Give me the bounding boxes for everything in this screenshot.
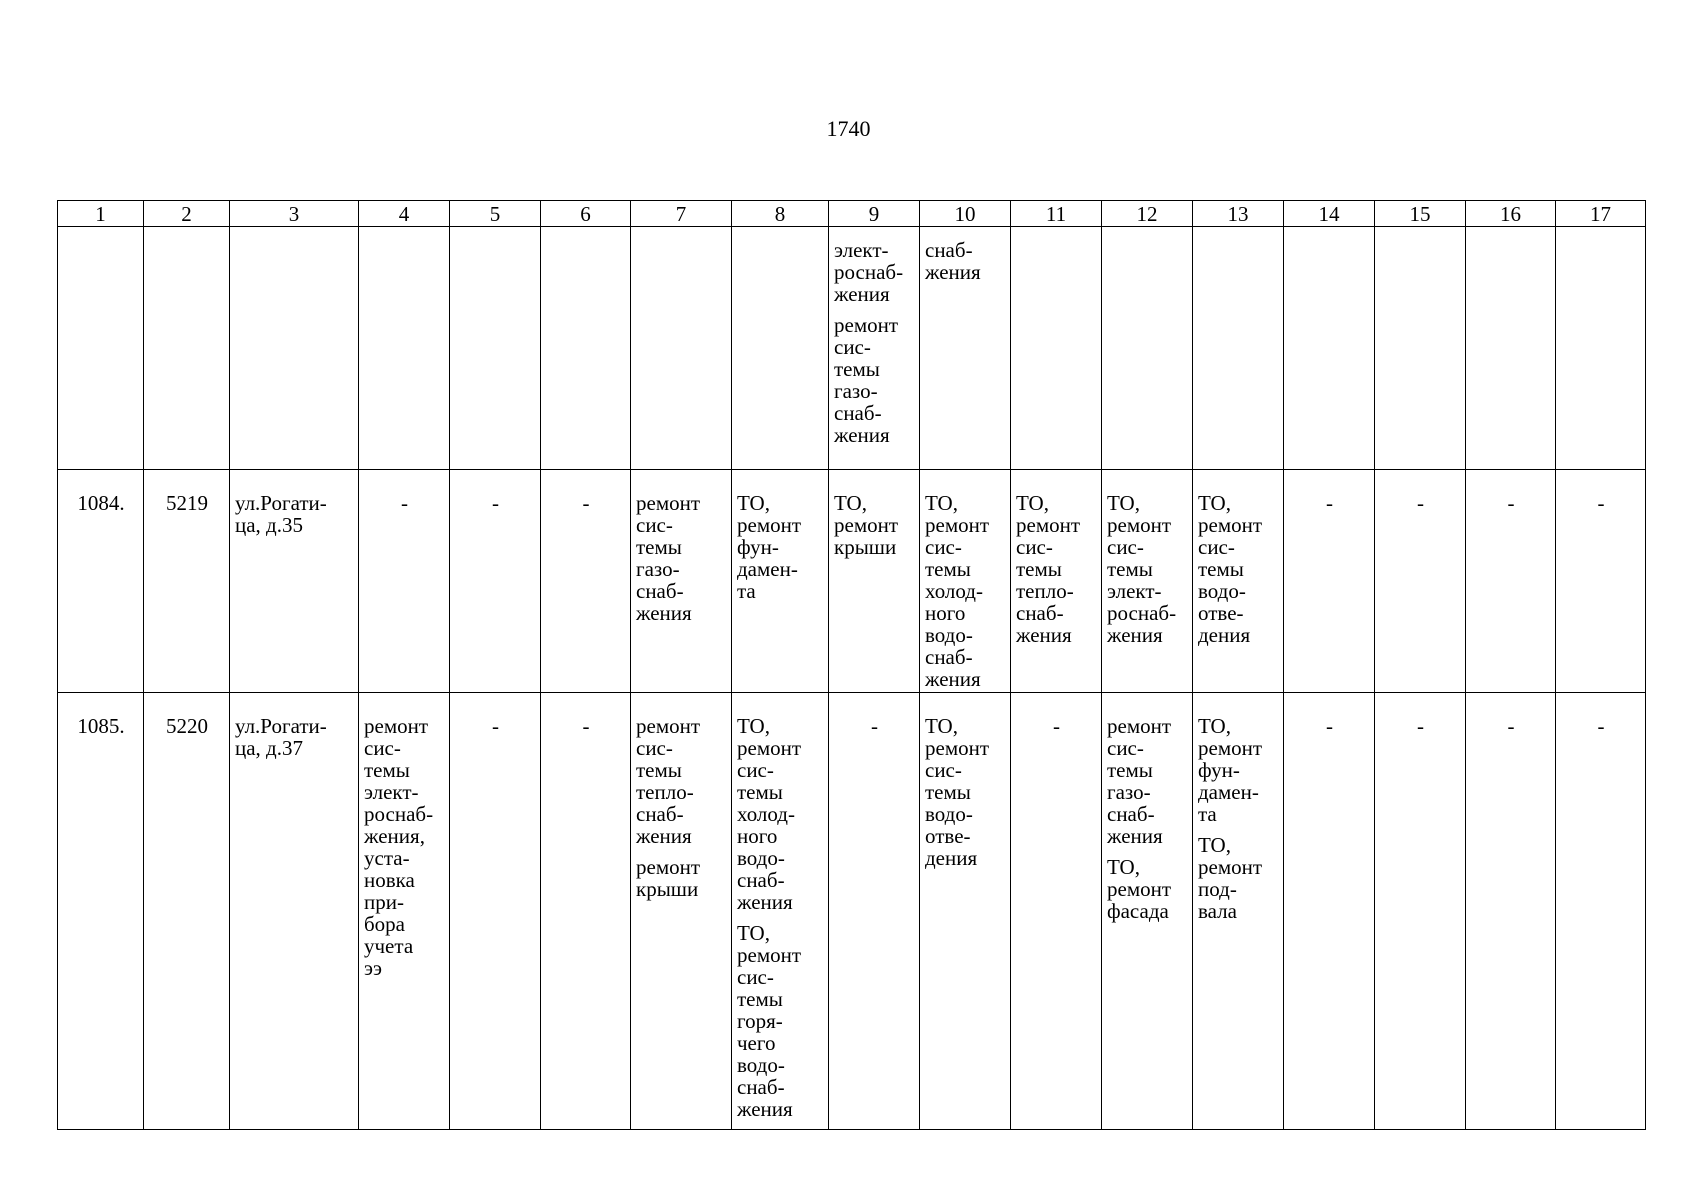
column-header-11: 11 [1011,201,1102,227]
cell-text: ул.Рогати- ца, д.35 [235,491,327,537]
cell-col-10 [920,470,1011,693]
cell-text: - [1507,714,1515,738]
cell-text: ТО, ремонт фун- дамен- та [737,491,802,603]
cell-text: - [871,714,878,738]
cell-col-10 [920,227,1011,470]
cell [230,227,359,470]
cell-text: ТО, ремонт фун- дамен- та [1198,714,1263,826]
column-header-3: 3 [230,201,359,227]
cell-col-8 [732,470,829,693]
column-number-row [58,201,1646,227]
column-header-17: 17 [1556,201,1646,227]
cell-col-17 [1556,470,1646,693]
page-number: 1740 [826,116,871,141]
cell-text: ТО, ремонт сис- темы тепло- снаб- жения [1016,491,1081,647]
column-header-14: 14 [1284,201,1375,227]
cell-row-number [58,470,144,693]
cell-col-4 [359,693,450,1130]
cell-text: 5219 [166,491,208,515]
column-header-8: 8 [732,201,829,227]
cell-text: ремонт сис- темы газо- снаб- жения [834,313,899,447]
cell-text: ремонт крыши [636,855,701,901]
cell [359,227,450,470]
cell-col-12 [1102,470,1193,693]
cell [144,227,230,470]
cell-text: ремонт сис- темы тепло- снаб- жения [636,714,701,848]
table-row-1084 [58,470,1646,693]
cell-text: ТО, ремонт под- вала [1198,833,1263,923]
cell [631,227,732,470]
cell-text: ТО, ремонт крыши [834,491,899,559]
column-header-4: 4 [359,201,450,227]
cell-address [230,470,359,693]
cell-col-7 [631,693,732,1130]
cell [1375,227,1466,470]
repair-schedule-table [57,200,1646,1130]
column-header-15: 15 [1375,201,1466,227]
cell-text: - [1417,714,1424,738]
cell-text: - [1507,491,1515,515]
cell-text: - [492,491,499,515]
cell-text: - [1053,714,1060,738]
cell-text: ТО, ремонт сис- темы водо- отве- дения [925,714,990,870]
cell-text: ремонт сис- темы газо- снаб- жения [636,491,701,625]
column-header-12: 12 [1102,201,1193,227]
cell-text: - [492,714,499,738]
cell-col-11 [1011,693,1102,1130]
cell [732,227,829,470]
cell-col-15 [1375,693,1466,1130]
cell-text: - [1597,714,1605,738]
cell [1011,227,1102,470]
cell [1102,227,1193,470]
cell-text: - [1417,491,1424,515]
cell-col-16 [1466,693,1556,1130]
cell-col-6 [541,693,631,1130]
cell-text: ТО, ремонт сис- темы водо- отве- дения [1198,491,1263,647]
cell-text: - [1326,714,1333,738]
cell [541,227,631,470]
cell-address [230,693,359,1130]
cell-col-13 [1193,693,1284,1130]
cell-text: ТО, ремонт фасада [1107,855,1172,923]
cell-text: ТО, ремонт сис- темы холод- ного водо- снаб- жения [737,714,802,914]
cell-col-15 [1375,470,1466,693]
column-header-1: 1 [58,201,144,227]
cell-text: - [582,714,590,738]
cell-object-code [144,470,230,693]
cell [1193,227,1284,470]
cell-text: 1084. [77,491,125,515]
cell-col-13 [1193,470,1284,693]
cell-text: 1085. [77,714,125,738]
column-header-2: 2 [144,201,230,227]
table-row-continuation [58,227,1646,470]
table-row-1085 [58,693,1646,1130]
cell-col-10 [920,693,1011,1130]
cell-text: элект- роснаб- жения [834,238,904,306]
cell-text: ремонт сис- темы элект- роснаб- жения, уста- новка при- бора учета ээ [364,714,434,980]
cell-text: 5220 [166,714,208,738]
cell-text: ТО, ремонт сис- темы горя- чего водо- снаб- жения [737,921,802,1121]
cell-col-5 [450,470,541,693]
cell-col-11 [1011,470,1102,693]
cell-col-4 [359,470,450,693]
cell-col-6 [541,470,631,693]
cell-col-9 [829,693,920,1130]
cell-col-12 [1102,693,1193,1130]
cell-text: - [582,491,590,515]
cell-col-5 [450,693,541,1130]
cell-text: - [401,491,408,515]
column-header-9: 9 [829,201,920,227]
cell-col-9 [829,227,920,470]
column-header-7: 7 [631,201,732,227]
cell-col-9 [829,470,920,693]
cell [1466,227,1556,470]
column-header-16: 16 [1466,201,1556,227]
cell-object-code [144,693,230,1130]
cell-col-17 [1556,693,1646,1130]
cell-text: - [1326,491,1333,515]
column-header-6: 6 [541,201,631,227]
cell-text: ТО, ремонт сис- темы холод- ного водо- снаб- жения [925,491,990,691]
cell-row-number [58,693,144,1130]
column-header-5: 5 [450,201,541,227]
column-header-13: 13 [1193,201,1284,227]
cell [58,227,144,470]
cell-col-8 [732,693,829,1130]
cell-col-16 [1466,470,1556,693]
column-header-10: 10 [920,201,1011,227]
cell-text: ремонт сис- темы газо- снаб- жения [1107,714,1172,848]
cell-col-14 [1284,470,1375,693]
cell-text: ул.Рогати- ца, д.37 [235,714,327,760]
cell [1284,227,1375,470]
cell [1556,227,1646,470]
cell [450,227,541,470]
cell-text: ТО, ремонт сис- темы элект- роснаб- жения [1107,491,1177,647]
cell-col-14 [1284,693,1375,1130]
cell-text: снаб- жения [925,238,981,284]
cell-col-7 [631,470,732,693]
cell-text: - [1597,491,1605,515]
